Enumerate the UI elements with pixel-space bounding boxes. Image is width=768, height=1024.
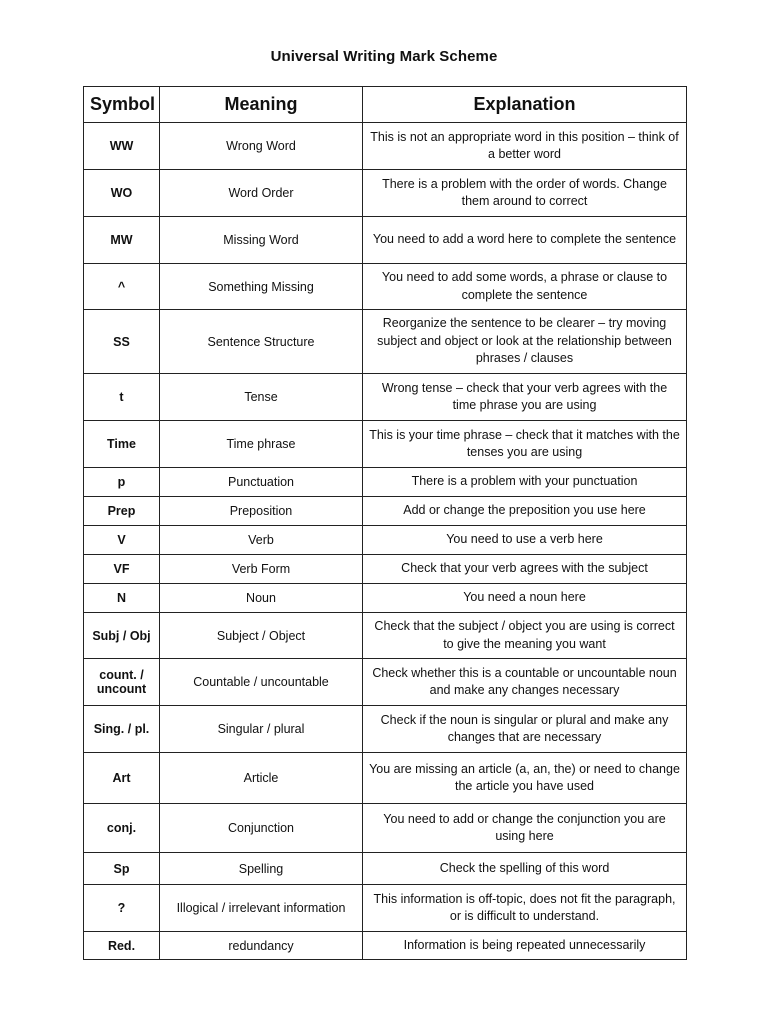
table-row	[84, 706, 687, 753]
meaning-cell: Something Missing	[160, 264, 363, 310]
table-row	[84, 310, 687, 374]
explanation-cell: Information is being repeated unnecessarily	[363, 932, 687, 960]
symbol-cell: WW	[84, 123, 160, 170]
symbol-cell: WO	[84, 170, 160, 217]
explanation-cell: Reorganize the sentence to be clearer – try moving subject and object or look at the relationship between phrases / clauses	[363, 310, 687, 374]
table-row	[84, 853, 687, 885]
symbol-cell: Sp	[84, 853, 160, 885]
meaning-cell: Word Order	[160, 170, 363, 217]
header-symbol: Symbol	[84, 87, 160, 123]
table-row	[84, 497, 687, 526]
explanation-cell: Check that your verb agrees with the subject	[363, 555, 687, 584]
symbol-cell: Sing. / pl.	[84, 706, 160, 753]
explanation-cell: There is a problem with your punctuation	[363, 468, 687, 497]
meaning-cell: Noun	[160, 584, 363, 613]
mark-scheme-table	[83, 86, 687, 960]
table-row	[84, 885, 687, 932]
meaning-cell: Tense	[160, 374, 363, 421]
meaning-cell: Singular / plural	[160, 706, 363, 753]
table-row	[84, 170, 687, 217]
table-row	[84, 555, 687, 584]
meaning-cell: Preposition	[160, 497, 363, 526]
symbol-cell: VF	[84, 555, 160, 584]
symbol-cell: p	[84, 468, 160, 497]
meaning-cell: Time phrase	[160, 421, 363, 468]
table-header-row	[84, 87, 687, 123]
meaning-cell: Punctuation	[160, 468, 363, 497]
symbol-cell: N	[84, 584, 160, 613]
explanation-cell: You need to add some words, a phrase or clause to complete the sentence	[363, 264, 687, 310]
explanation-cell: You need to use a verb here	[363, 526, 687, 555]
symbol-cell: conj.	[84, 804, 160, 853]
meaning-cell: redundancy	[160, 932, 363, 960]
meaning-cell: Countable / uncountable	[160, 659, 363, 706]
symbol-cell: V	[84, 526, 160, 555]
symbol-cell: t	[84, 374, 160, 421]
explanation-cell: Add or change the preposition you use here	[363, 497, 687, 526]
explanation-cell: You need a noun here	[363, 584, 687, 613]
explanation-cell: There is a problem with the order of words. Change them around to correct	[363, 170, 687, 217]
meaning-cell: Conjunction	[160, 804, 363, 853]
header-meaning: Meaning	[160, 87, 363, 123]
table-row	[84, 421, 687, 468]
symbol-cell: Prep	[84, 497, 160, 526]
explanation-cell: Check the spelling of this word	[363, 853, 687, 885]
table-row	[84, 804, 687, 853]
explanation-cell: You need to add a word here to complete the sentence	[363, 217, 687, 264]
page-title: Universal Writing Mark Scheme	[270, 48, 498, 65]
meaning-cell: Verb Form	[160, 555, 363, 584]
explanation-cell: Check if the noun is singular or plural and make any changes that are necessary	[363, 706, 687, 753]
symbol-cell: ^	[84, 264, 160, 310]
meaning-cell: Spelling	[160, 853, 363, 885]
meaning-cell: Missing Word	[160, 217, 363, 264]
explanation-cell: Wrong tense – check that your verb agrees with the time phrase you are using	[363, 374, 687, 421]
table-row	[84, 753, 687, 804]
explanation-cell: This information is off-topic, does not fit the paragraph, or is difficult to understand.	[363, 885, 687, 932]
table-row	[84, 264, 687, 310]
meaning-cell: Subject / Object	[160, 613, 363, 659]
symbol-cell: ?	[84, 885, 160, 932]
table-row	[84, 468, 687, 497]
symbol-cell: Time	[84, 421, 160, 468]
table-row	[84, 613, 687, 659]
meaning-cell: Sentence Structure	[160, 310, 363, 374]
table-row	[84, 584, 687, 613]
symbol-cell: Red.	[84, 932, 160, 960]
symbol-cell: SS	[84, 310, 160, 374]
explanation-cell: Check that the subject / object you are using is correct to give the meaning you want	[363, 613, 687, 659]
header-explanation: Explanation	[363, 87, 687, 123]
explanation-cell: You need to add or change the conjunction you are using here	[363, 804, 687, 853]
meaning-cell: Article	[160, 753, 363, 804]
meaning-cell: Verb	[160, 526, 363, 555]
explanation-cell: You are missing an article (a, an, the) or need to change the article you have used	[363, 753, 687, 804]
table-row	[84, 659, 687, 706]
symbol-cell: MW	[84, 217, 160, 264]
symbol-cell: Subj / Obj	[84, 613, 160, 659]
meaning-cell: Wrong Word	[160, 123, 363, 170]
symbol-cell: count. / uncount	[84, 659, 160, 706]
table-row	[84, 526, 687, 555]
explanation-cell: This is your time phrase – check that it matches with the tenses you are using	[363, 421, 687, 468]
meaning-cell: Illogical / irrelevant information	[160, 885, 363, 932]
explanation-cell: This is not an appropriate word in this position – think of a better word	[363, 123, 687, 170]
table-row	[84, 217, 687, 264]
table-row	[84, 932, 687, 960]
symbol-cell: Art	[84, 753, 160, 804]
table-row	[84, 123, 687, 170]
explanation-cell: Check whether this is a countable or uncountable noun and make any changes necessary	[363, 659, 687, 706]
table-row	[84, 374, 687, 421]
